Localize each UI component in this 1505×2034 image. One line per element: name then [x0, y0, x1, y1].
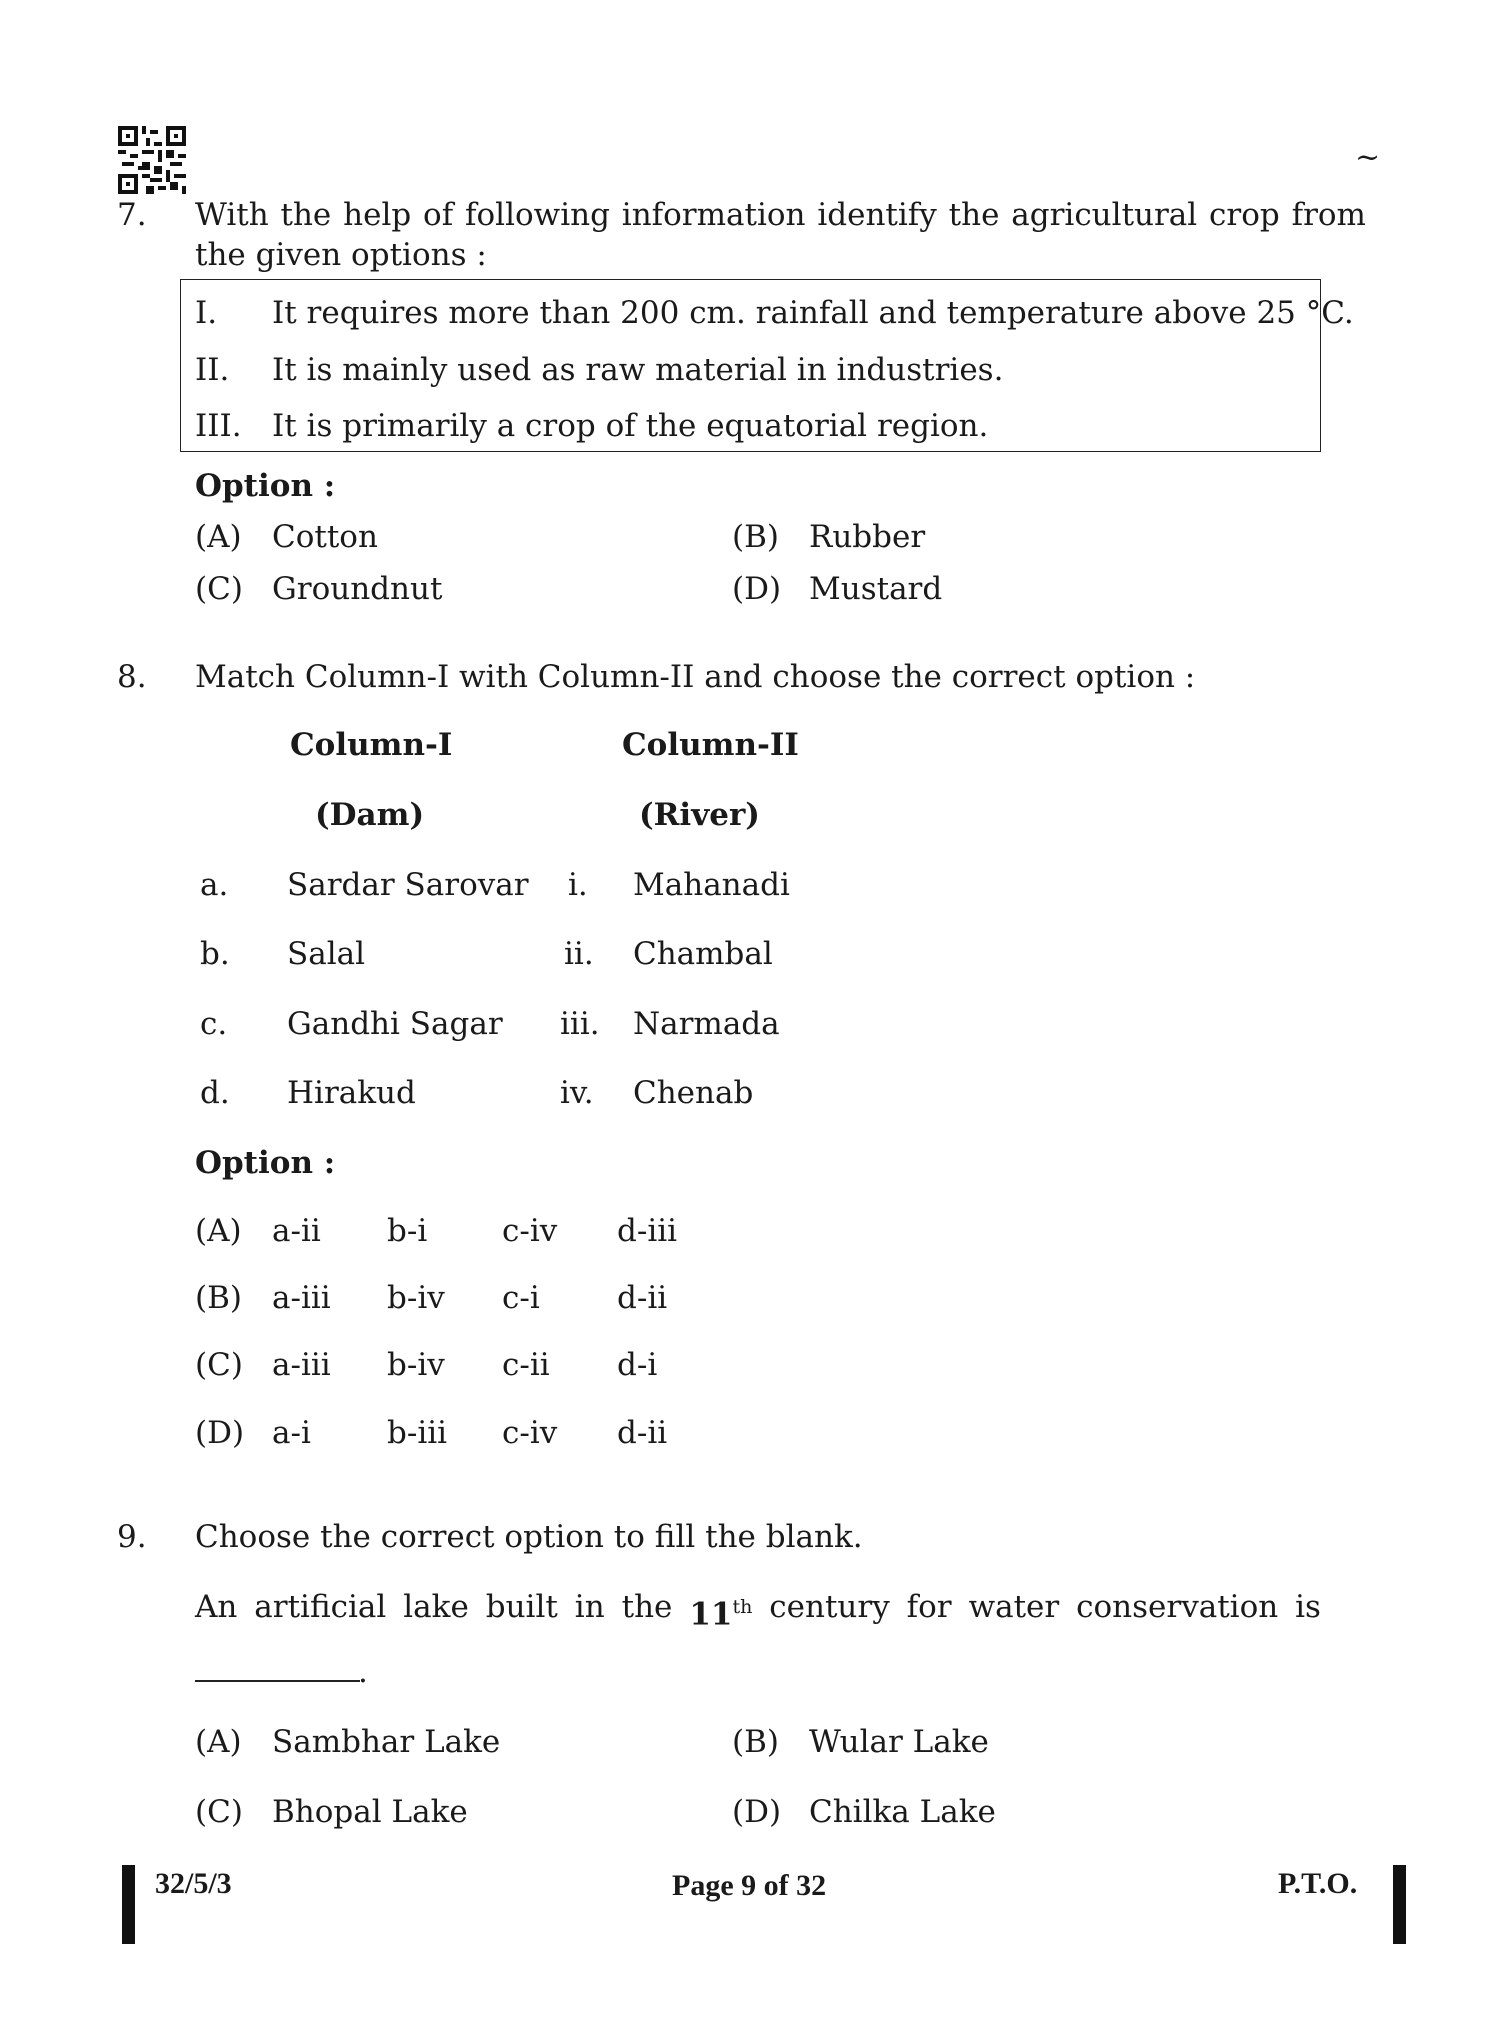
option-c-match[interactable]: b-iv	[387, 1347, 445, 1383]
sentence-word: artificial	[254, 1589, 387, 1625]
statement-numeral: II.	[195, 352, 230, 388]
column-1-subheading: (Dam)	[315, 797, 425, 833]
century-number	[689, 1587, 752, 1634]
row-key: a.	[200, 867, 229, 903]
option-label: (C)	[195, 571, 243, 607]
question-number: 8.	[117, 659, 147, 695]
corner-mark: ~	[1355, 140, 1381, 175]
option-d[interactable]: Mustard	[809, 571, 943, 607]
century-value: 11	[689, 1596, 733, 1633]
option-a[interactable]: Sambhar Lake	[272, 1724, 501, 1760]
option-a-match[interactable]: c-iv	[502, 1213, 558, 1249]
option-a-match[interactable]: d-iii	[617, 1213, 678, 1249]
option-label: (A)	[195, 1724, 242, 1760]
option-label: (A)	[195, 1213, 242, 1249]
column-1-heading: Column-I	[290, 727, 453, 763]
question-number: 7.	[117, 197, 147, 233]
option-b-match[interactable]: d-ii	[617, 1280, 668, 1316]
statement-numeral: I.	[195, 295, 218, 331]
question-stem-continued: the given options :	[195, 237, 487, 273]
option-b[interactable]: Wular Lake	[809, 1724, 989, 1760]
page-number: Page 9 of 32	[672, 1869, 827, 1902]
column-2-subheading: (River)	[639, 797, 760, 833]
question-stem: Choose the correct option to fill the blank.	[195, 1519, 863, 1555]
sentence-word: conservation	[1076, 1589, 1279, 1625]
sentence-word: the	[621, 1589, 673, 1625]
option-d-match[interactable]: a-i	[272, 1415, 311, 1451]
option-label: (A)	[195, 519, 242, 555]
footer-right-bar	[1393, 1865, 1406, 1944]
option-label: (C)	[195, 1794, 243, 1830]
column-2-heading: Column-II	[622, 727, 799, 763]
option-c-match[interactable]: c-ii	[502, 1347, 550, 1383]
river-name: Mahanadi	[633, 867, 790, 903]
dam-name: Sardar Sarovar	[287, 867, 529, 903]
dam-name: Salal	[287, 936, 366, 972]
dam-name: Gandhi Sagar	[287, 1006, 503, 1042]
sentence-word: century	[769, 1589, 890, 1625]
blank-period: .	[358, 1654, 368, 1690]
option-heading: Option :	[195, 468, 336, 504]
row-numeral: iii.	[560, 1006, 600, 1042]
option-a[interactable]: Cotton	[272, 519, 378, 555]
sentence-word: built	[485, 1589, 558, 1625]
ordinal-suffix: th	[732, 1596, 753, 1618]
option-b-match[interactable]: c-i	[502, 1280, 540, 1316]
option-a-match[interactable]: b-i	[387, 1213, 428, 1249]
option-b-match[interactable]: a-iii	[272, 1280, 331, 1316]
option-b[interactable]: Rubber	[809, 519, 926, 555]
option-d[interactable]: Chilka Lake	[809, 1794, 996, 1830]
river-name: Narmada	[633, 1006, 780, 1042]
option-d-match[interactable]: c-iv	[502, 1415, 558, 1451]
option-c[interactable]: Groundnut	[272, 571, 443, 607]
option-label: (B)	[195, 1280, 242, 1316]
option-c[interactable]: Bhopal Lake	[272, 1794, 468, 1830]
sentence-word: is	[1295, 1589, 1321, 1625]
pto-label: P.T.O.	[1278, 1867, 1358, 1900]
sentence-word: water	[968, 1589, 1060, 1625]
statement-text: It requires more than 200 cm. rainfall and temperature above 25 °C.	[272, 295, 1354, 331]
question-stem: With the help of following information identify the agricultural crop from	[195, 197, 1366, 233]
option-label: (B)	[732, 1724, 779, 1760]
option-b-match[interactable]: b-iv	[387, 1280, 445, 1316]
option-c-match[interactable]: a-iii	[272, 1347, 331, 1383]
option-a-match[interactable]: a-ii	[272, 1213, 321, 1249]
statement-numeral: III.	[195, 408, 242, 444]
row-key: d.	[200, 1075, 230, 1111]
row-numeral: iv.	[560, 1075, 594, 1111]
sentence-word: for	[906, 1589, 952, 1625]
sentence-word: An	[195, 1589, 238, 1625]
qr-code	[118, 126, 186, 194]
option-c-match[interactable]: d-i	[617, 1347, 658, 1383]
statement-text: It is primarily a crop of the equatorial region.	[272, 408, 989, 444]
paper-code: 32/5/3	[155, 1867, 232, 1900]
option-label: (D)	[732, 571, 782, 607]
blank-sentence	[195, 1587, 1321, 1634]
row-numeral: i.	[568, 867, 588, 903]
option-label: (D)	[195, 1415, 245, 1451]
question-number: 9.	[117, 1519, 147, 1555]
row-numeral: ii.	[564, 936, 594, 972]
answer-blank[interactable]	[195, 1680, 360, 1682]
question-stem: Match Column-I with Column-II and choose the correct option :	[195, 659, 1196, 695]
option-label: (B)	[732, 519, 779, 555]
sentence-word: lake	[403, 1589, 469, 1625]
option-label: (D)	[732, 1794, 782, 1830]
option-d-match[interactable]: b-iii	[387, 1415, 448, 1451]
option-heading: Option :	[195, 1145, 336, 1181]
option-d-match[interactable]: d-ii	[617, 1415, 668, 1451]
footer-left-bar	[122, 1865, 135, 1944]
sentence-word: in	[574, 1589, 605, 1625]
dam-name: Hirakud	[287, 1075, 416, 1111]
row-key: b.	[200, 936, 230, 972]
row-key: c.	[200, 1006, 228, 1042]
option-label: (C)	[195, 1347, 243, 1383]
statement-text: It is mainly used as raw material in industries.	[272, 352, 1004, 388]
river-name: Chambal	[633, 936, 773, 972]
river-name: Chenab	[633, 1075, 754, 1111]
